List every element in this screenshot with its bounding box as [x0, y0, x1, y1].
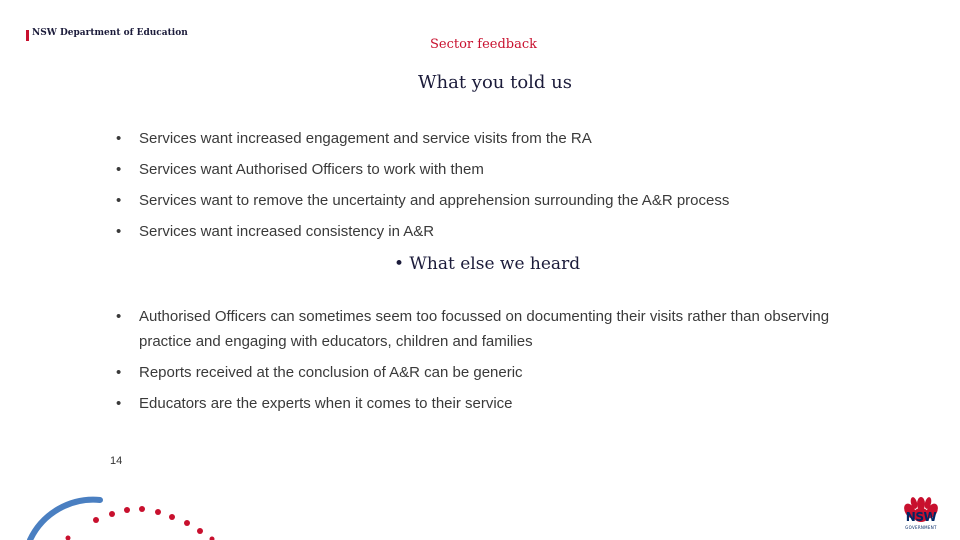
bullet-text: Services want increased consistency in A&R: [139, 223, 435, 240]
list-item: [116, 360, 836, 385]
bullet-text: Services want Authorised Officers to work with them: [139, 161, 484, 178]
list-item: [116, 391, 836, 416]
bullet-text: Services want increased engagement and service visits from the RA: [139, 130, 592, 147]
slide-title: What you told us: [418, 72, 573, 93]
decorative-arc-graphic: [0, 460, 260, 540]
list-item: [116, 219, 836, 244]
header-accent-bar: [26, 30, 29, 41]
list-item: [116, 126, 836, 151]
bullet-marker: •: [116, 192, 122, 209]
bullet-marker: •: [116, 130, 122, 147]
list-item: [116, 304, 836, 354]
bullet-marker: •: [116, 308, 122, 325]
bullet-marker: •: [116, 364, 122, 381]
logo-subtext: GOVERNMENT: [905, 525, 937, 530]
list-item: [116, 188, 836, 213]
bullet-marker: •: [116, 223, 122, 240]
bullet-marker: •: [116, 395, 122, 412]
bullet-text: Educators are the experts when it comes to their service: [139, 395, 513, 412]
bullet-text: Authorised Officers can sometimes seem too focussed on documenting their visits rather than observing practice and engaging with educators, children and families: [139, 308, 830, 350]
bullet-text: Reports received at the conclusion of A&R can be generic: [139, 364, 523, 381]
bullet-text: Services want to remove the uncertainty and apprehension surrounding the A&R process: [139, 192, 730, 209]
department-name: NSW Department of Education: [32, 28, 188, 38]
logo-wordmark: NSW: [905, 510, 937, 524]
list-item: [116, 157, 836, 182]
bullet-marker: •: [116, 161, 122, 178]
subheading: • What else we heard: [394, 254, 581, 274]
page-number: 14: [110, 455, 123, 467]
section-label: Sector feedback: [430, 37, 538, 52]
